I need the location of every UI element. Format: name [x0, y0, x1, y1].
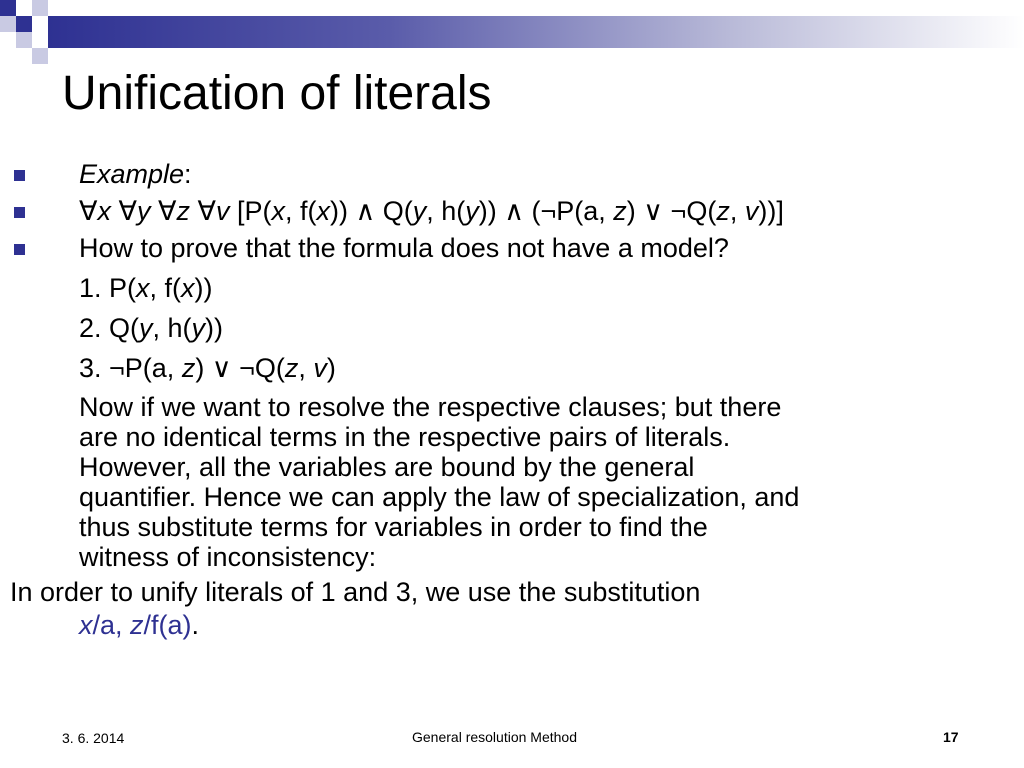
slide-body: [10, 158, 1010, 642]
clause-1: 1. P(x, f(x)): [79, 273, 213, 303]
paragraph-line: thus substitute terms for variables in order to find the: [79, 512, 708, 542]
deco-square: [0, 16, 16, 32]
bullet-formula: [10, 195, 1010, 228]
example-word: Example: [79, 159, 185, 189]
header-gradient-bar: [48, 16, 1024, 48]
deco-square: [32, 0, 48, 16]
slide-title: Unification of literals: [62, 67, 492, 120]
explanation-paragraph: [10, 392, 1010, 572]
formula-text: ∀x ∀y ∀z ∀v [P(x, f(x)) ∧ Q(y, h(y)) ∧ (¬P(a, z) ∨ ¬Q(z, v))]: [79, 196, 784, 226]
example-colon: :: [184, 159, 192, 189]
paragraph-line: However, all the variables are bound by the general: [79, 452, 695, 482]
square-bullet-icon: [14, 170, 25, 181]
footer-title: General resolution Method: [412, 729, 577, 745]
paragraph-line: are no identical terms in the respective pairs of literals.: [79, 422, 731, 452]
substitution: x/a, z/f(a).: [79, 610, 200, 640]
clause-3: 3. ¬P(a, z) ∨ ¬Q(z, v): [79, 353, 336, 383]
square-bullet-icon: [14, 207, 25, 218]
bullet-example: [10, 158, 1010, 191]
paragraph-line: quantifier. Hence we can apply the law of specialization, and: [79, 482, 800, 512]
bullet-question: [10, 232, 1010, 265]
conclusion-line: In order to unify literals of 1 and 3, we use the substitution: [10, 577, 701, 607]
square-bullet-icon: [14, 244, 25, 255]
paragraph-line: witness of inconsistency:: [79, 542, 377, 572]
deco-square: [0, 0, 16, 16]
clause-2: 2. Q(y, h(y)): [79, 313, 224, 343]
deco-square: [32, 48, 48, 64]
deco-square: [16, 32, 32, 48]
question-text: How to prove that the formula does not have a model?: [79, 233, 729, 263]
paragraph-line: Now if we want to resolve the respective clauses; but there: [79, 392, 782, 422]
footer-date: 3. 6. 2014: [62, 730, 125, 746]
deco-square: [16, 16, 32, 32]
conclusion: [10, 576, 1010, 642]
slide-number: 17: [943, 729, 959, 745]
